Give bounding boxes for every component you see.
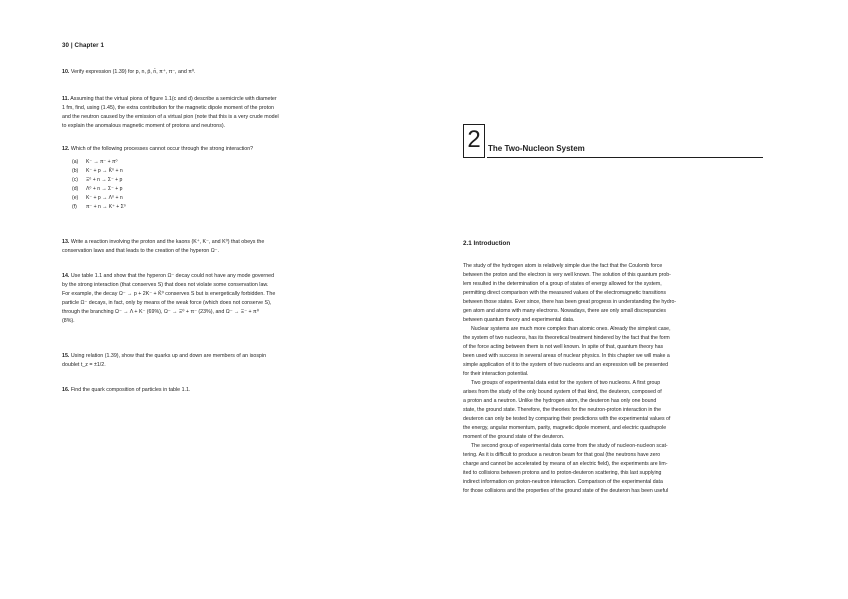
- question-text: For example, the decay Ω⁻ → p + 2K⁻ + K̄⁰ conserves S but is energetically forbidden. The: [62, 291, 276, 297]
- text-line: moment of the ground state of the deuteron.: [463, 434, 565, 440]
- question-text: conservation laws and that leads to the creation of the hyperon Ω⁻.: [62, 248, 219, 254]
- question-text: Which of the following processes cannot occur through the strong interaction?: [70, 146, 254, 152]
- text-line: state, the ground state. Therefore, the theories for the neutron-proton interaction in the: [463, 407, 662, 413]
- question-10: [62, 68, 362, 77]
- page-header: 30 | Chapter 1: [62, 42, 104, 49]
- question-number: 10.: [62, 69, 70, 75]
- text-line: indirect information on proton-neutron interaction. Comparison of the experimental data: [463, 479, 663, 485]
- text-line: between quantum theory and experimental data.: [463, 317, 575, 323]
- chapter-rule: [487, 157, 763, 158]
- text-line: simple application of it to the system of two nucleons and an expression will be presented: [463, 362, 669, 368]
- reaction-item: (e) K⁻ + p → Λ⁰ + n: [72, 195, 123, 201]
- text-line: The study of the hydrogen atom is relatively simple due the fact that the Coulomb force: [463, 263, 663, 269]
- chapter-title: The Two-Nucleon System: [488, 144, 585, 153]
- text-line: Nuclear systems are much more complex than atomic ones. Already the simplest case,: [471, 326, 671, 332]
- question-16: [62, 386, 362, 395]
- text-line: tering. As it is difficult to produce a neutron beam for that goal (the neutrons have zero: [463, 452, 661, 458]
- question-text: Using relation (1.39), show that the quarks up and down are members of an isospin: [70, 353, 267, 359]
- question-text: and the neutron caused by the emission of a virtual pion (note that this is a very crude model: [62, 114, 279, 120]
- question-text: particle Ω⁻ decays, in fact, only by means of the weak force (which does not conserve S),: [62, 300, 272, 306]
- right-page: [424, 0, 848, 599]
- question-text: Use table 1.1 and show that the hyperon Ω⁻ decay could not have any mode governed: [70, 273, 275, 279]
- question-number: 11.: [62, 96, 70, 102]
- text-line: arises from the study of the only bound system of that kind, the deuteron, composed of: [463, 389, 662, 395]
- question-15: [62, 352, 362, 370]
- text-line: between those states. Ever since, there has been great progress in understanding the hydro-: [463, 299, 677, 305]
- text-line: been used with success in several areas of nuclear physics. In this chapter we will make a: [463, 353, 670, 359]
- paragraph: [463, 379, 798, 442]
- reaction-item: (a) K⁻ → π⁻ + π⁰: [72, 159, 118, 165]
- reaction-list: [72, 158, 126, 212]
- question-number: 15.: [62, 353, 70, 359]
- chapter-number: 2: [463, 124, 485, 158]
- text-line: lem resulted in the determination of a group of states of energy allowed for the system,: [463, 281, 662, 287]
- text-line: for their interaction potential.: [463, 371, 529, 377]
- reaction-item: (d) Λ⁰ + n → Σ⁻ + p: [72, 186, 123, 192]
- question-14: [62, 272, 362, 326]
- question-13: [62, 238, 362, 256]
- question-12: [62, 145, 362, 154]
- question-number: 14.: [62, 273, 70, 279]
- paragraph: [463, 325, 798, 379]
- question-text: Verify expression (1.39) for p, n, p̄, n̄, π⁺, π⁻, and π⁰.: [70, 69, 196, 75]
- reaction-item: (b) K⁻ + p → K̄⁰ + n: [72, 168, 123, 174]
- text-line: a proton and a neutron. Unlike the hydrogen atom, the deuteron has only one bound: [463, 398, 657, 404]
- text-line: permitting direct comparison with the measured values of the electromagnetic transitions: [463, 290, 666, 296]
- question-text: doublet t_z = ±1/2.: [62, 362, 106, 368]
- text-line: gen atom and atoms with many electrons. Nowadays, there are only small discrepancies: [463, 308, 666, 314]
- body-text: [463, 262, 798, 496]
- text-line: ited to collisions between protons and to proton-deuteron scattering, this last supplying: [463, 470, 662, 476]
- question-text: Find the quark composition of particles in table 1.1.: [70, 387, 191, 393]
- text-line: the energy, angular momentum, parity, magnetic dipole moment, and electric quadrupole: [463, 425, 667, 431]
- reaction-item: (f) π⁻ + n → K⁺ + Σ⁰: [72, 204, 126, 210]
- question-text: Write a reaction involving the proton and the kaons (K⁺, K⁻, and K⁰) that obeys the: [70, 239, 265, 245]
- text-line: of the force acting between them is not well known. In spite of that, quantum theory has: [463, 344, 664, 350]
- question-text: (8%).: [62, 318, 75, 324]
- question-number: 13.: [62, 239, 70, 245]
- text-line: charge and cannot be accelerated by means of an electric field), the experiments are lim-: [463, 461, 668, 467]
- text-line: The second group of experimental data come from the study of nucleon-nucleon scat-: [471, 443, 668, 449]
- text-line: between the proton and the electron is very well known. The solution of this quantum prob-: [463, 272, 671, 278]
- question-number: 12.: [62, 146, 70, 152]
- question-text: through the branching Ω⁻ → Λ + K⁻ (69%), Ω⁻ → Ξ⁰ + π⁻ (23%), and Ω⁻ → Ξ⁻ + π⁰: [62, 309, 259, 315]
- text-line: for those collisions and the properties of the ground state of the deuteron has been useful: [463, 488, 669, 494]
- paragraph: [463, 262, 798, 325]
- question-number: 16.: [62, 387, 70, 393]
- text-line: deuteron can only be tested by comparing their predictions with the experimental values of: [463, 416, 671, 422]
- question-text: by the strong interaction (that conserves S) that does not violate some conservation law.: [62, 282, 269, 288]
- chapter-heading: [463, 124, 763, 160]
- section-title: 2.1 Introduction: [463, 240, 511, 247]
- reaction-item: (c) Ξ⁰ + n → Σ⁻ + p: [72, 177, 123, 183]
- question-text: Assuming that the virtual pions of figure 1.1(c and d) describe a semicircle with diameter: [70, 96, 277, 102]
- question-text: 1 fm, find, using (1.45), the extra contribution for the magnetic dipole moment of the proton: [62, 105, 274, 111]
- question-11: [62, 95, 362, 131]
- paragraph: [463, 442, 798, 496]
- question-text: to explain the anomalous magnetic moment of protons and neutrons).: [62, 123, 226, 129]
- text-line: Two groups of experimental data exist for the system of two nucleons. A first group: [471, 380, 661, 386]
- text-line: the system of two nucleons, has its theoretical treatment hindered by the fact that the form: [463, 335, 670, 341]
